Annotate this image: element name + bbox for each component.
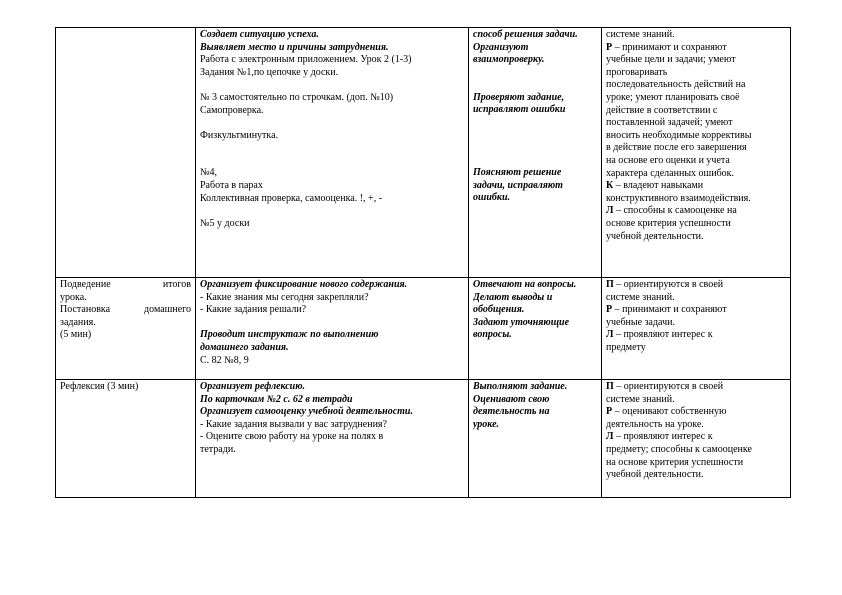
uud-prefix: Л xyxy=(606,205,614,217)
spacer xyxy=(473,142,597,167)
stage-line: Рефлексия (3 мин) xyxy=(60,381,139,392)
spacer xyxy=(473,67,597,92)
uud-text: последовательность действий на xyxy=(606,79,746,91)
uud-text: деятельность на уроке. xyxy=(606,418,704,430)
student-line: Отвечают на вопросы. xyxy=(473,279,577,290)
teacher-line: С. 82 №8, 9 xyxy=(200,354,249,366)
teacher-line: №5 у доски xyxy=(200,217,250,229)
uud-line xyxy=(606,130,786,143)
student-line: обобщения. xyxy=(473,304,525,316)
teacher-line: Проводит инструктаж по выполнению xyxy=(200,329,379,341)
uud-text: предмету xyxy=(606,341,646,353)
uud-text: учебной деятельности. xyxy=(606,230,704,242)
uud-line xyxy=(606,142,786,155)
student-line: Поясняют решение xyxy=(473,166,562,178)
spacer xyxy=(200,79,464,92)
stage-word: Постановка xyxy=(60,304,111,316)
uud-text: – владеют навыками xyxy=(613,180,704,192)
teacher-line: Выявляет место и причины затруднения. xyxy=(200,41,389,53)
stage-line xyxy=(60,279,191,292)
uud-text: характера сделанных ошибок. xyxy=(606,167,735,179)
spacer xyxy=(200,142,464,167)
teacher-line: - Какие знания мы сегодня закрепляли? xyxy=(200,291,369,303)
stage-word: домашнего xyxy=(144,304,191,316)
student-line: Оценивают свою xyxy=(473,393,550,405)
uud-line xyxy=(606,419,786,432)
uud-prefix: К xyxy=(606,180,614,192)
uud-text: учебные цели и задачи; умеют xyxy=(606,54,736,66)
uud-text: – принимают и сохраняют xyxy=(612,304,727,316)
teacher-activity-cell xyxy=(196,278,469,380)
uud-prefix: П xyxy=(606,279,614,290)
lesson-plan-table xyxy=(55,27,791,498)
student-line: Задают уточняющие xyxy=(473,316,570,328)
teacher-activity-cell xyxy=(196,380,469,498)
uud-cell xyxy=(602,278,791,380)
spacer xyxy=(200,117,464,130)
teacher-line: Самопроверка. xyxy=(200,104,264,116)
uud-line xyxy=(606,394,786,407)
uud-text: на основе его оценки и учета xyxy=(606,154,730,166)
student-line: Проверяют задание, xyxy=(473,91,565,103)
student-activity-cell xyxy=(469,28,602,278)
uud-line xyxy=(606,29,786,42)
uud-line xyxy=(606,205,786,218)
uud-prefix: Л xyxy=(606,329,614,341)
stage-cell xyxy=(56,28,196,278)
student-line: Делают выводы и xyxy=(473,291,553,303)
teacher-line: - Какие задания решали? xyxy=(200,304,307,316)
uud-text: основе критерия успешности xyxy=(606,217,731,229)
stage-cell xyxy=(56,278,196,380)
student-line: способ решения задачи. xyxy=(473,29,578,40)
uud-line xyxy=(606,406,786,419)
uud-line xyxy=(606,180,786,193)
uud-prefix: Р xyxy=(606,304,613,316)
stage-line: (5 мин) xyxy=(60,329,92,341)
stage-line: задания. xyxy=(60,316,96,328)
student-line: Выполняют задание. xyxy=(473,381,568,392)
uud-line xyxy=(606,92,786,105)
teacher-line: - Оцените свою работу на уроке на полях в xyxy=(200,431,384,443)
uud-line xyxy=(606,292,786,305)
uud-text: – принимают и сохраняют xyxy=(612,41,727,53)
uud-line xyxy=(606,329,786,342)
uud-text: вносить необходимые коррективы xyxy=(606,129,752,141)
uud-text: проговаривать xyxy=(606,66,668,78)
uud-line xyxy=(606,218,786,231)
teacher-line: Организует самооценку учебной деятельности. xyxy=(200,406,413,418)
uud-text: системе знаний. xyxy=(606,393,675,405)
uud-text: в действие после его завершения xyxy=(606,142,747,154)
uud-line xyxy=(606,317,786,330)
uud-text: конструктивного взаимодействия. xyxy=(606,192,751,204)
uud-text: учебной деятельности. xyxy=(606,469,704,481)
stage-word: Подведение xyxy=(60,279,111,290)
uud-text: – ориентируются в своей xyxy=(613,279,724,290)
spacer xyxy=(473,117,597,142)
student-line: деятельность на xyxy=(473,406,550,418)
teacher-line: Задания №1,по цепочке у доски. xyxy=(200,66,339,78)
table-row xyxy=(56,28,791,278)
uud-text: на основе критерия успешности xyxy=(606,456,744,468)
uud-line xyxy=(606,168,786,181)
table-row xyxy=(56,278,791,380)
teacher-line: Создает ситуацию успеха. xyxy=(200,29,319,40)
spacer xyxy=(200,205,464,218)
uud-text: – проявляют интерес к xyxy=(613,431,713,443)
uud-line xyxy=(606,79,786,92)
uud-prefix: Р xyxy=(606,406,613,418)
student-activity-cell xyxy=(469,380,602,498)
teacher-line: Коллективная проверка, самооценка. !, +, - xyxy=(200,192,383,204)
uud-line xyxy=(606,231,786,244)
student-line: задачи, исправляют xyxy=(473,179,563,191)
uud-line xyxy=(606,279,786,292)
student-line: ошибки. xyxy=(473,192,511,204)
student-line: взаимопроверку. xyxy=(473,54,545,66)
teacher-line: домашнего задания. xyxy=(200,341,289,353)
student-line: исправляют ошибки xyxy=(473,104,566,116)
spacer xyxy=(200,317,464,330)
student-activity-cell xyxy=(469,278,602,380)
uud-cell xyxy=(602,380,791,498)
uud-line xyxy=(606,54,786,67)
table-row xyxy=(56,380,791,498)
uud-line xyxy=(606,469,786,482)
uud-text: системе знаний. xyxy=(606,29,675,40)
uud-line xyxy=(606,304,786,317)
uud-line xyxy=(606,67,786,80)
uud-line xyxy=(606,105,786,118)
stage-line xyxy=(60,304,191,317)
teacher-line: тетради. xyxy=(200,443,236,455)
teacher-line: - Какие задания вызвали у вас затруднения? xyxy=(200,418,387,430)
stage-line: урока. xyxy=(60,291,87,303)
teacher-line: Работа в парах xyxy=(200,179,263,191)
student-line: Организуют xyxy=(473,41,529,53)
teacher-activity-cell xyxy=(196,28,469,278)
uud-text: предмету; способны к самооценке xyxy=(606,443,752,455)
student-line: уроке. xyxy=(473,418,500,430)
uud-line xyxy=(606,431,786,444)
teacher-line: Физкультминутка. xyxy=(200,129,279,141)
uud-prefix: Л xyxy=(606,431,614,443)
uud-text: поставленной задачей; умеют xyxy=(606,117,733,129)
uud-prefix: Р xyxy=(606,41,613,53)
uud-line xyxy=(606,117,786,130)
teacher-line: №4, xyxy=(200,167,218,179)
uud-line xyxy=(606,381,786,394)
teacher-line: № 3 самостоятельно по строчкам. (доп. №10) xyxy=(200,91,394,103)
uud-prefix: П xyxy=(606,381,614,392)
stage-cell xyxy=(56,380,196,498)
uud-text: учебные задачи. xyxy=(606,316,675,328)
uud-cell xyxy=(602,28,791,278)
student-line: вопросы. xyxy=(473,329,512,341)
uud-text: – ориентируются в своей xyxy=(613,381,724,392)
uud-text: действие в соответствии с xyxy=(606,104,718,116)
uud-text: – способны к самооценке на xyxy=(613,205,737,217)
uud-line xyxy=(606,457,786,470)
uud-text: – оценивают собственную xyxy=(612,406,727,418)
uud-line xyxy=(606,444,786,457)
uud-line xyxy=(606,193,786,206)
stage-word: итогов xyxy=(162,279,191,290)
uud-line xyxy=(606,155,786,168)
teacher-line: По карточкам №2 с. 62 в тетради xyxy=(200,393,353,405)
teacher-line: Работа с электронным приложением. Урок 2 (1-3) xyxy=(200,54,412,66)
teacher-line: Организует фиксирование нового содержания. xyxy=(200,279,408,290)
uud-line xyxy=(606,42,786,55)
uud-text: системе знаний. xyxy=(606,291,675,303)
teacher-line: Организует рефлексию. xyxy=(200,381,306,392)
uud-text: уроке; умеют планировать своё xyxy=(606,91,740,103)
uud-line xyxy=(606,342,786,355)
uud-text: – проявляют интерес к xyxy=(613,329,713,341)
